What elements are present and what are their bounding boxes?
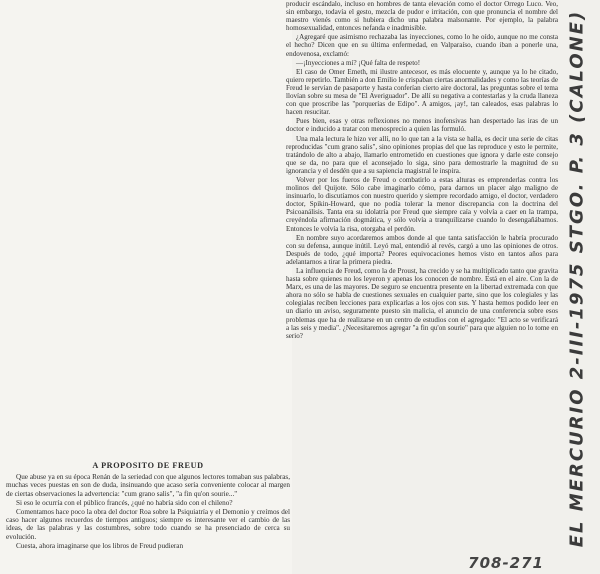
paragraph: ¿Agregaré que asimismo rechazaba las inyecciones, como lo he oído, aunque no me consta el hecho? Dicen que en su última enfermedad, en Valparaíso, cuando iban a ponerle una, endovenosa, exclamó: <box>286 33 558 58</box>
paragraph: Comentamos hace poco la obra del doctor Roa sobre la Psiquiatría y el Demonio y creímos del caso hacer algunos recuerdos de tiempos antiguos; siempre es interesante ver el cambio de las ideas, de las palabras y las costumbres, sobre todo cuando se ha presenciado de cerca su evolución. <box>6 508 290 541</box>
source-note-text: EL MERCURIO 2-III-1975 STGO. P. 3 (CALONE) <box>566 9 588 547</box>
paragraph: En nombre suyo acordaremos ambos donde al que tanta satisfacción le habría procurado con su defensa, aunque inútil. Leyó mal, entendió al revés, cargó a uno las opiniones de otros. Después de todo, ¿qué importa? Peores equivocaciones hemos visto en tantos años para adelantarnos a tirar la primera piedra. <box>286 233 558 266</box>
paragraph: Que abuse ya en su época Renán de la seriedad con que algunos lectores tomaban sus palabras, muchas veces puestas en son de duda, insinuando que acaso sería conveniente colocar al margen de ciertas observaciones la advertencia: "cum grano salis", "a fin qu'on sourie..." <box>6 473 290 498</box>
paragraph: —¡Inyecciones a mí? ¡Qué falta de respeto! <box>296 58 421 67</box>
paragraph: Cuesta, ahora imaginarse que los libros de Freud pudieran <box>16 541 184 550</box>
paragraph: Una mala lectura le hizo ver allí, no lo que tan a la vista se halla, es decir una serie de citas reproducidas "cum grano salis", sino opiniones propias del que las reproduce y esto le permite, tratándolo de alto a abajo, llamarlo entrometido en cuestiones que ignora y darle este consejo que se da, no para que el aconsejado lo siga, sino para demostrarle la magnitud de su ignorancia y el desdén que a su sapiencia magistral le inspira. <box>286 134 558 175</box>
paragraph: Pues bien, esas y otras reflexiones no menos inofensivas han despertado las iras de un doctor e inducido a tratar con menosprecio a quien las formuló. <box>286 117 558 134</box>
paragraph: El caso de Omer Emeth, mi ilustre antecesor, es más elocuente y, aunque ya lo he citado, quiero repetirlo. También a don Emilio le crispaban ciertas anormalidades y como las teorías de Freud le servían de pasaporte y hasta conferían cierto aire doctoral, las preguntas sobre el tema llovían sobre su mesa de "El Averiguador". De allí su negativa a contestarlas y la cruda llaneza con que proscribe las "porquerías de Edipo". A amigos, ¡ay!, tan caleados, esas palabras lo hacen resucitar. <box>286 67 558 117</box>
paragraph: Si eso le ocurría con el público francés, ¿qué no habría sido con el chileno? <box>16 498 233 507</box>
handwritten-source-note <box>560 8 594 548</box>
article-left-column <box>6 461 290 572</box>
article-headline: A PROPOSITO DE FREUD <box>92 461 204 470</box>
article-right-column <box>286 0 558 574</box>
paragraph: La influencia de Freud, como la de Proust, ha crecido y se ha multiplicado tanto que gravita hasta sobre quienes no los leyeron y apenas los conocen de nombre. Está en el aire. Con la de Marx, es una de las mayores. De seguro se encuentra presente en la libertad extremada con que ahora no sólo se habla de cuestiones sexuales en cualquier parte, sino que los colegiales y las colegialas reciben lecciones para explicarlas a los ojos con sus. Y hasta hemos podido leer en un diario un aviso, seguramente puesto sin malicia, el anuncio de una conferencia sobre esos problemas que ha de realizarse en un centro de estudios con el agregado: "El acto se verificará a las seis y media". ¿Necesitaremos agregar "a fin qu'on sourie" para que alguien no lo tome en serio? <box>286 267 558 340</box>
paragraph: Volver por los fueros de Freud o combatirlo a estas alturas es emprenderlas contra los molinos del Quijote. Sólo cabe imaginarlo cómo, para darnos un placer algo maligno de insinuarlo, lo discutíamos con nuestro querido y siempre recordado amigo, el doctor, verdadero doctor, Spikin-Howard, que no podía tolerar la menor discrepancia con la doctrina del Psicoanálisis. Tanta era su idolatría por Freud que siempre caía y volvía a caer en la trampa, creyéndola afirmación dogmática, y sólo volvía a tranquilizarse cuando lo desengañábamos. Entonces le volvía la risa, otorgaba el perdón. <box>286 175 558 233</box>
handwritten-catalog-number: 708-271 <box>468 554 544 572</box>
paragraph: producir escándalo, incluso en hombres de tanta elevación como el doctor Orrego Luco. Veo, sin embargo, todavía el gesto, mezcla de pudor e irritación, con que pronuncia el nombre del maestro vienés como si hubiera dicho una palabra malsonante. Por ejemplo, la palabra homosexualidad, entonces nefanda e inadmisible. <box>286 0 558 33</box>
